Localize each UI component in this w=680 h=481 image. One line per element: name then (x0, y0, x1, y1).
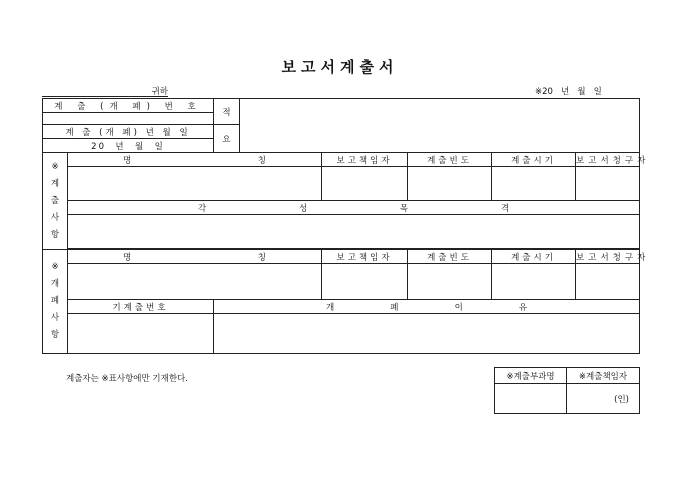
revision-name-field[interactable] (68, 264, 322, 300)
revision-reason-header: 개 폐 이 유 (214, 300, 640, 314)
form-title: 보고서계출서 (281, 58, 399, 76)
submission-timing-header: 계출시기 (492, 153, 576, 167)
revision-name-header: 명 칭 (68, 250, 322, 264)
revision-officer-field[interactable] (322, 264, 408, 300)
seal-mark: (인) (614, 394, 629, 405)
submission-officer-field[interactable] (322, 167, 408, 201)
report-number-field[interactable] (43, 113, 214, 125)
submission-name-field[interactable] (68, 167, 322, 201)
submission-section-label: ※ 계 출 사 항 (43, 153, 68, 250)
revision-frequency-field[interactable] (408, 264, 492, 300)
submission-items-header: 각 성 목 격 (68, 201, 640, 215)
submission-requester-field[interactable] (576, 167, 640, 201)
department-officer-label: ※계출책임자 (567, 368, 640, 384)
submission-frequency-field[interactable] (408, 167, 492, 201)
revision-officer-header: 보고책임자 (322, 250, 408, 264)
submission-officer-header: 보고책임자 (322, 153, 408, 167)
revision-requester-field[interactable] (576, 264, 640, 300)
summary-label-bottom: 요 (214, 125, 240, 153)
revision-section-label: ※ 개 폐 사 항 (43, 250, 68, 354)
submission-items-field[interactable] (68, 215, 640, 249)
summary-label-top: 적 (214, 99, 240, 125)
submission-name-header: 명 칭 (68, 153, 322, 167)
revision-timing-header: 계출시기 (492, 250, 576, 264)
report-date-field[interactable] (43, 139, 214, 153)
report-number-label: 계 출 (개 폐) 번 호 (43, 99, 214, 113)
recipient-suffix: 귀하 (151, 87, 168, 97)
footer-note: 계출자는 ※표사항에만 기재한다. (66, 374, 188, 384)
submission-requester-header: 보고서청구자 (576, 153, 640, 167)
existing-number-header: 기계출번호 (68, 300, 214, 314)
summary-field[interactable] (240, 99, 640, 153)
department-officer-field[interactable] (567, 384, 640, 414)
department-table (494, 367, 640, 414)
department-name-label: ※계출부과명 (495, 368, 567, 384)
submission-frequency-header: 계출빈도 (408, 153, 492, 167)
department-name-field[interactable] (495, 384, 567, 414)
recipient-line (42, 86, 168, 97)
revision-reason-field[interactable] (214, 314, 640, 354)
report-date-placeholder: 20 년 월 일 (91, 141, 165, 152)
revision-requester-header: 보고서청구자 (576, 250, 640, 264)
submission-date: ※20 년 월 일 (535, 87, 602, 97)
report-date-label: 계 출 (개 폐) 년 월 일 (43, 125, 214, 139)
existing-number-field[interactable] (68, 314, 214, 354)
revision-timing-field[interactable] (492, 264, 576, 300)
submission-timing-field[interactable] (492, 167, 576, 201)
report-form-table (42, 98, 650, 354)
revision-frequency-header: 계출빈도 (408, 250, 492, 264)
